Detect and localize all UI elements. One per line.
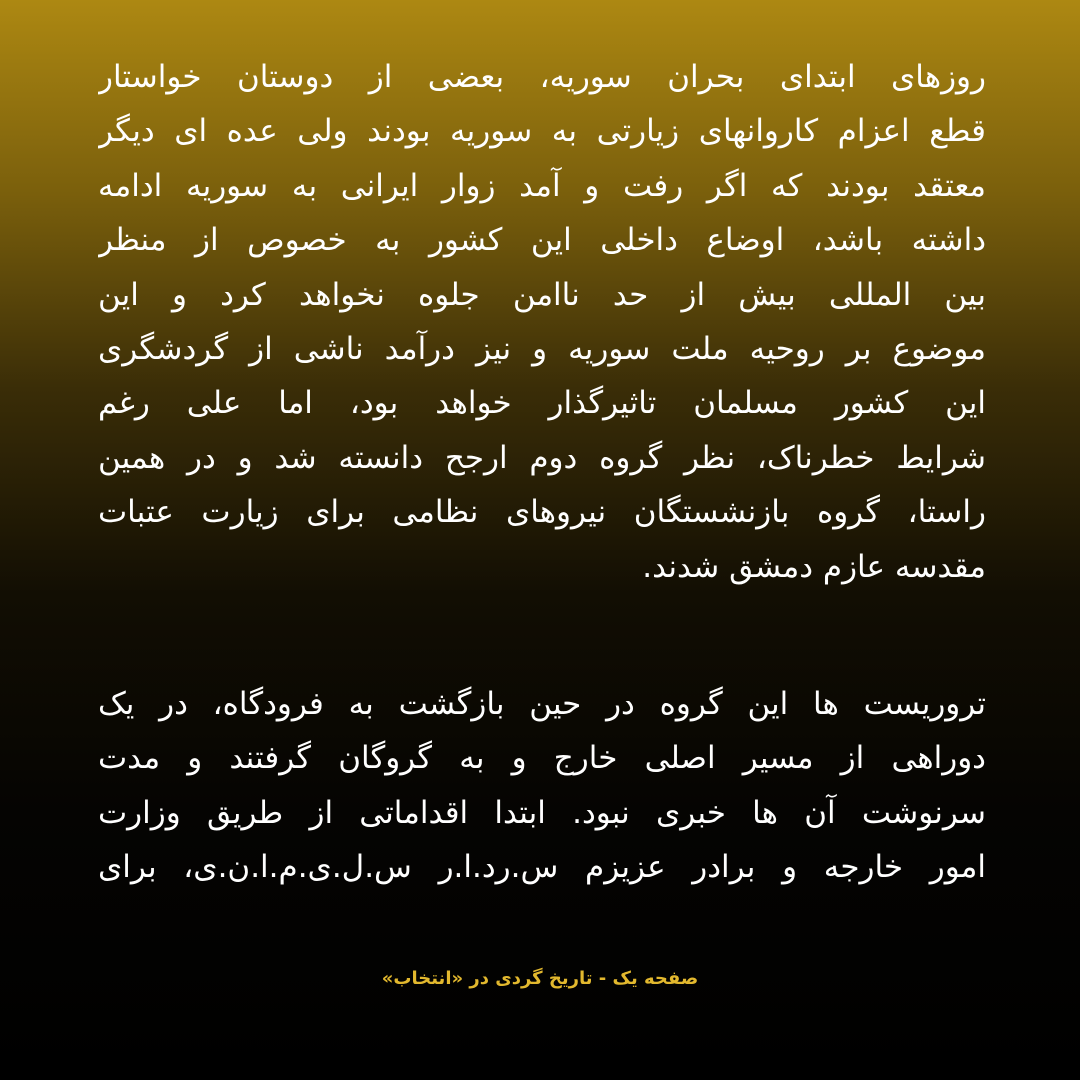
text-line: داشته باشد، اوضاع داخلی این کشور به خصوص از منظر <box>98 222 986 259</box>
text-line: تروریست ها این گروه در حین بازگشت به فرودگاه، در یک <box>98 686 986 722</box>
footer-caption: صفحه یک - تاریخ گردی در «انتخاب» <box>381 968 699 989</box>
text-line: مقدسه عازم دمشق شدند. <box>642 548 986 585</box>
text-line: بین المللی بیش از حد ناامن جلوه نخواهد کرد و این <box>98 276 986 313</box>
text-line: دوراهی از مسیر اصلی خارج و به گروگان گرفتند و مدت <box>98 740 986 777</box>
text-line: موضوع بر روحیه ملت سوریه و نیز درآمد ناشی از گردشگری <box>98 330 986 367</box>
text-line: قطع اعزام کاروانهای زیارتی به سوریه بودند ولی عده ای دیگر <box>98 113 986 150</box>
text-line: شرایط خطرناک، نظر گروه دوم ارجح دانسته شد و در همین <box>98 439 986 476</box>
paragraph-2 <box>98 677 986 895</box>
text-line: این کشور مسلمان تاثیرگذار خواهد بود، اما علی رغم <box>98 385 986 422</box>
text-line: امور خارجه و برادر عزیزم س.رد.ا.ر س.ل.ی.م.ا.ن.ی، برای <box>98 849 986 886</box>
text-line: معتقد بودند که اگر رفت و آمد زوار ایرانی به سوریه ادامه <box>98 167 986 204</box>
text-line: راستا، گروه بازنشستگان نیروهای نظامی برای زیارت عتبات <box>98 494 986 531</box>
text-line: روزهای ابتدای بحران سوریه، بعضی از دوستان خواستار <box>98 59 986 95</box>
text-line: سرنوشت آن ها خبری نبود. ابتدا اقداماتی از طریق وزارت <box>98 794 986 831</box>
paragraph-1 <box>98 50 986 594</box>
